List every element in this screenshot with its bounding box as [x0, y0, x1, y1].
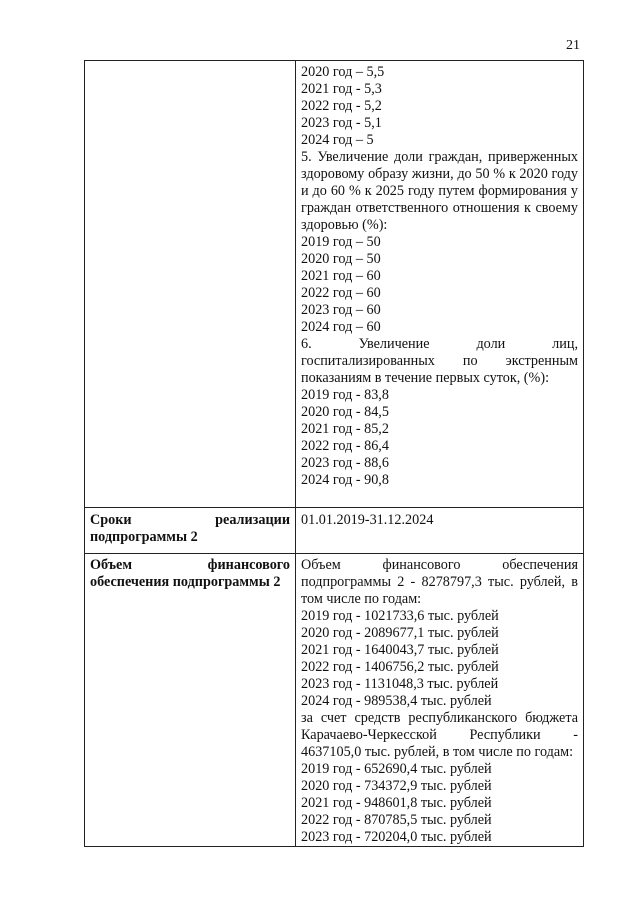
indicator-line: 2024 год - 90,8: [301, 472, 389, 488]
row-value-cell: [296, 61, 584, 508]
indicator-line: 2020 год - 84,5: [301, 404, 389, 420]
indicator-line: 2024 год – 5: [301, 132, 374, 148]
indicator-line: 2023 год - 5,1: [301, 115, 382, 131]
indicator-line: 2021 год – 60: [301, 268, 381, 284]
funding-line: 2021 год - 1640043,7 тыс. рублей: [301, 642, 499, 658]
indicator-line: 2020 год – 50: [301, 251, 381, 267]
funding-line: 2022 год - 1406756,2 тыс. рублей: [301, 659, 499, 675]
funding-line: 2019 год - 1021733,6 тыс. рублей: [301, 608, 499, 624]
table-row: [85, 508, 584, 554]
funding-label: Объем финансового обеспечения подпрограммы 2: [85, 554, 296, 847]
indicator-5-title: 5. Увеличение доли граждан, приверженных здоровому образу жизни, до 50 % к 2020 году и до 60 % к 2025 году путем формирования у граждан ответственного отношения к своему здоровью (%):: [301, 149, 578, 233]
table-row: [85, 554, 584, 847]
indicator-line: 2022 год - 5,2: [301, 98, 382, 114]
term-value: 01.01.2019-31.12.2024: [296, 508, 584, 554]
funding-intro: Объем финансового обеспечения подпрограммы 2 - 8278797,3 тыс. рублей, в том числе по годам:: [301, 557, 578, 607]
indicator-line: 2023 год – 60: [301, 302, 381, 318]
row-label-cell: [85, 61, 296, 508]
funding-line: 2019 год - 652690,4 тыс. рублей: [301, 761, 492, 777]
page-number: 21: [566, 38, 580, 53]
indicator-line: 2022 год – 60: [301, 285, 381, 301]
funding-line: 2022 год - 870785,5 тыс. рублей: [301, 812, 492, 828]
funding-line: 2023 год - 720204,0 тыс. рублей: [301, 829, 492, 845]
indicator-6-title: 6. Увеличение доли лиц, госпитализированных по экстренным показаниям в течение первых суток, (%):: [301, 336, 578, 386]
funding-line: 2021 год - 948601,8 тыс. рублей: [301, 795, 492, 811]
regional-budget-paragraph: за счет средств республиканского бюджета Карачаево-Черкесской Республики - 4637105,0 тыс. рублей, в том числе по годам:: [301, 710, 578, 760]
passport-table: [84, 60, 584, 847]
indicator-line: 2019 год - 83,8: [301, 387, 389, 403]
funding-line: 2024 год - 989538,4 тыс. рублей: [301, 693, 492, 709]
term-label: Сроки реализации подпрограммы 2: [85, 508, 296, 554]
funding-line: 2020 год - 2089677,1 тыс. рублей: [301, 625, 499, 641]
indicator-line: 2023 год - 88,6: [301, 455, 389, 471]
table-row: [85, 61, 584, 508]
indicator-line: 2021 год - 85,2: [301, 421, 389, 437]
indicator-line: 2022 год - 86,4: [301, 438, 389, 454]
indicator-line: 2019 год – 50: [301, 234, 381, 250]
funding-line: 2020 год - 734372,9 тыс. рублей: [301, 778, 492, 794]
funding-value-cell: [296, 554, 584, 847]
indicator-line: 2024 год – 60: [301, 319, 381, 335]
funding-line: 2023 год - 1131048,3 тыс. рублей: [301, 676, 499, 692]
indicator-line: 2021 год - 5,3: [301, 81, 382, 97]
indicator-line: 2020 год – 5,5: [301, 64, 385, 80]
